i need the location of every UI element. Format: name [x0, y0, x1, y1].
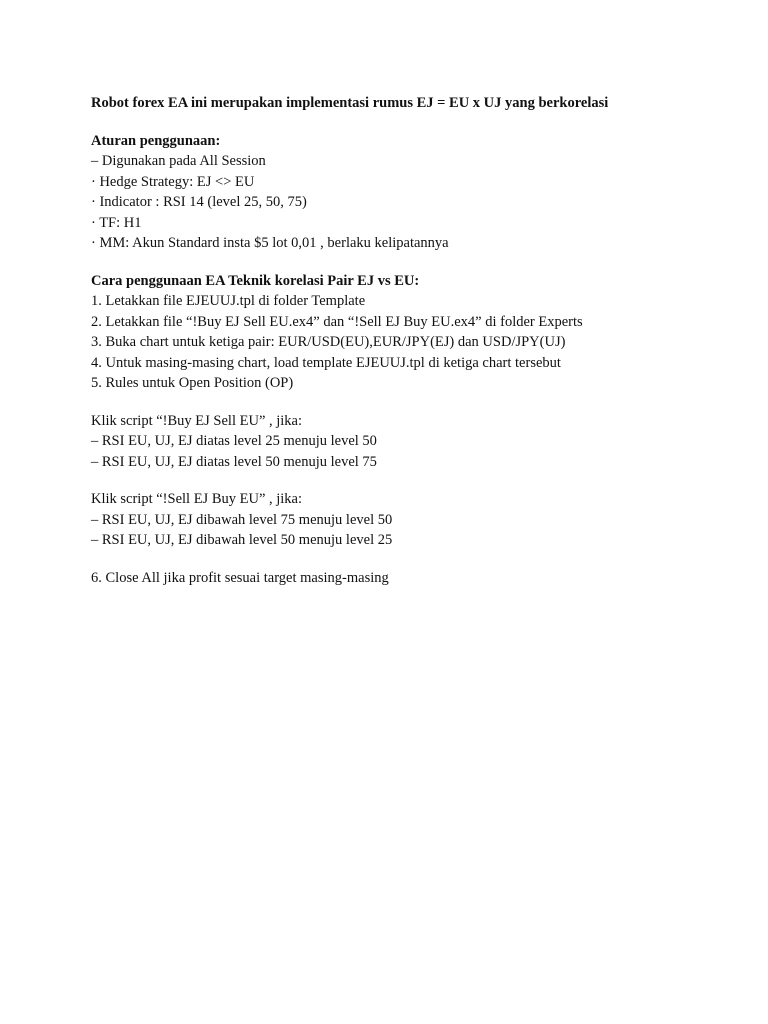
document-page: [91, 93, 731, 588]
sell-condition: – RSI EU, UJ, EJ dibawah level 50 menuju level 25: [91, 532, 393, 548]
rules-item: · Indicator : RSI 14 (level 25, 50, 75): [91, 194, 307, 210]
usage-title: Cara penggunaan EA Teknik korelasi Pair EJ vs EU:: [91, 272, 420, 289]
buy-condition: – RSI EU, UJ, EJ diatas level 25 menuju level 50: [91, 433, 377, 449]
document-heading: Robot forex EA ini merupakan implementasi rumus EJ = EU x UJ yang berkorelasi: [91, 95, 609, 111]
spacer: [91, 551, 731, 568]
rules-item: · MM: Akun Standard insta $5 lot 0,01 , berlaku kelipatannya: [91, 235, 449, 251]
closing-step: 6. Close All jika profit sesuai target masing-masing: [91, 569, 389, 586]
usage-step: 2. Letakkan file “!Buy EJ Sell EU.ex4” dan “!Sell EJ Buy EU.ex4” di folder Experts: [91, 313, 583, 330]
spacer: [91, 472, 731, 489]
usage-step: 5. Rules untuk Open Position (OP): [91, 375, 294, 391]
buy-condition: – RSI EU, UJ, EJ diatas level 50 menuju level 75: [91, 453, 377, 470]
usage-step: 4. Untuk masing-masing chart, load template EJEUUJ.tpl di ketiga chart tersebut: [91, 354, 561, 371]
rules-item: · TF: H1: [91, 214, 142, 231]
rules-item: · Hedge Strategy: EJ <> EU: [91, 173, 255, 190]
sell-script-intro: Klik script “!Sell EJ Buy EU” , jika:: [91, 491, 303, 507]
spacer: [91, 254, 731, 271]
rules-title: Aturan penggunaan:: [91, 132, 221, 149]
sell-condition: – RSI EU, UJ, EJ dibawah level 75 menuju level 50: [91, 511, 393, 528]
rules-item: – Digunakan pada All Session: [91, 153, 266, 169]
spacer: [91, 114, 731, 131]
usage-step: 1. Letakkan file EJEUUJ.tpl di folder Template: [91, 293, 366, 309]
usage-step: 3. Buka chart untuk ketiga pair: EUR/USD(EU),EUR/JPY(EJ) dan USD/JPY(UJ): [91, 334, 566, 350]
spacer: [91, 394, 731, 411]
buy-script-intro: Klik script “!Buy EJ Sell EU” , jika:: [91, 412, 303, 429]
